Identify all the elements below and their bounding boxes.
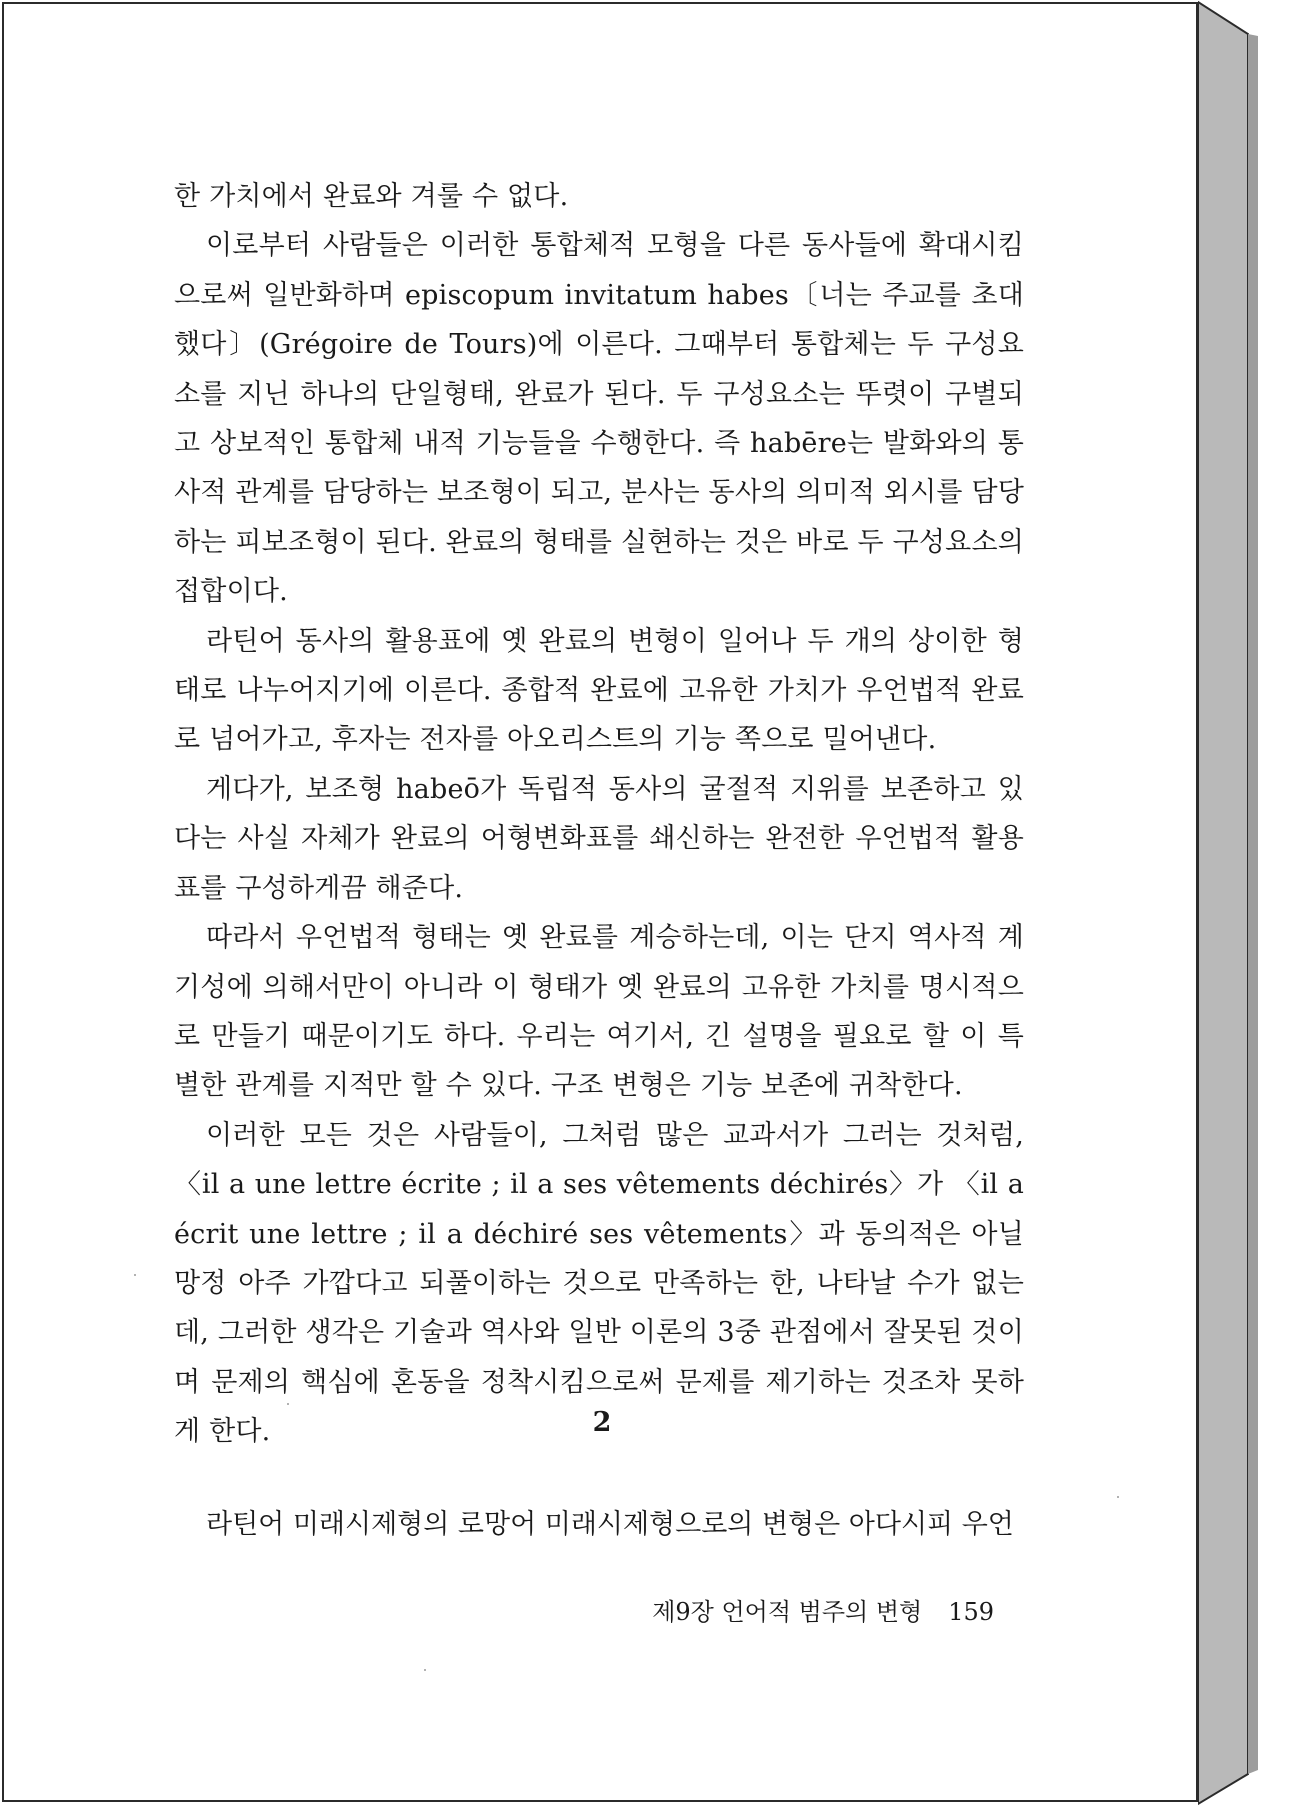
scan-speck: [287, 1403, 289, 1405]
paragraph: 따라서 우언법적 형태는 옛 완료를 계승하는데, 이는 단지 역사적 계기성에 의해서만이 아니라 이 형태가 옛 완료의 고유한 가치를 명시적으로 만들기 때문이기도 하다. 우리는 여기서, 긴 설명을 필요로 할 이 특별한 관계를 지적만 할 수 있다. 구조 변형은 기능 보존에 귀착한다.: [174, 922, 1024, 1102]
body-text: [174, 172, 1024, 1457]
book-edge-3d: [1198, 0, 1291, 1806]
running-footer: [652, 1592, 994, 1627]
paragraph: 한 가치에서 완료와 겨룰 수 없다.: [174, 181, 569, 212]
page: [2, 2, 1198, 1802]
paragraph: 이러한 모든 것은 사람들이, 그처럼 많은 교과서가 그러는 것처럼, 〈il a une lettre écrite ; il a ses vêtements déchirés〉가 〈il a écrit une lettre ; il a déchiré ses vêtements〉과 동의적은 아닐망정 아주 가깝다고 되풀이하는 것으로 만족하는 한, 나타날 수가 없는데, 그러한 생각은 기술과 역사와 일반 이론의 3중 관점에서 잘못된 것이며 문제의 핵심에 혼동을 정착시킴으로써 문제를 제기하는 것조차 못하게 한다.: [174, 1119, 1024, 1448]
scan-speck: [424, 1669, 426, 1671]
section-number: 2: [592, 1407, 612, 1438]
chapter-title: 제9장 언어적 범주의 변형: [652, 1598, 923, 1626]
scan-speck: [1117, 1496, 1119, 1498]
paragraph: 라틴어 동사의 활용표에 옛 완료의 변형이 일어나 두 개의 상이한 형태로 나누어지기에 이른다. 종합적 완료에 고유한 가치가 우언법적 완료로 넘어가고, 후자는 전자를 아오리스트의 기능 쪽으로 밀어낸다.: [174, 625, 1024, 756]
section-first-line: 라틴어 미래시제형의 로망어 미래시제형으로의 변형은 아다시피 우언: [206, 1509, 1014, 1540]
page-number: 159: [948, 1598, 994, 1626]
paragraph: 게다가, 보조형 habeō가 독립적 동사의 굴절적 지위를 보존하고 있다는 사실 자체가 완료의 어형변화표를 쇄신하는 완전한 우언법적 활용표를 구성하게끔 해준다.: [174, 773, 1024, 904]
scan-speck: [134, 1274, 136, 1276]
paragraph: 이로부터 사람들은 이러한 통합체적 모형을 다른 동사들에 확대시킴으로써 일반화하며 episcopum invitatum habes〔너는 주교를 초대했다〕(Grégoire de Tours)에 이른다. 그때부터 통합체는 두 구성요소를 지닌 하나의 단일형태, 완료가 된다. 두 구성요소는 뚜렷이 구별되고 상보적인 통합체 내적 기능들을 수행한다. 즉 habēre는 발화와의 통사적 관계를 담당하는 보조형이 되고, 분사는 동사의 의미적 외시를 담당하는 피보조형이 된다. 완료의 형태를 실현하는 것은 바로 두 구성요소의 접합이다.: [174, 230, 1025, 608]
